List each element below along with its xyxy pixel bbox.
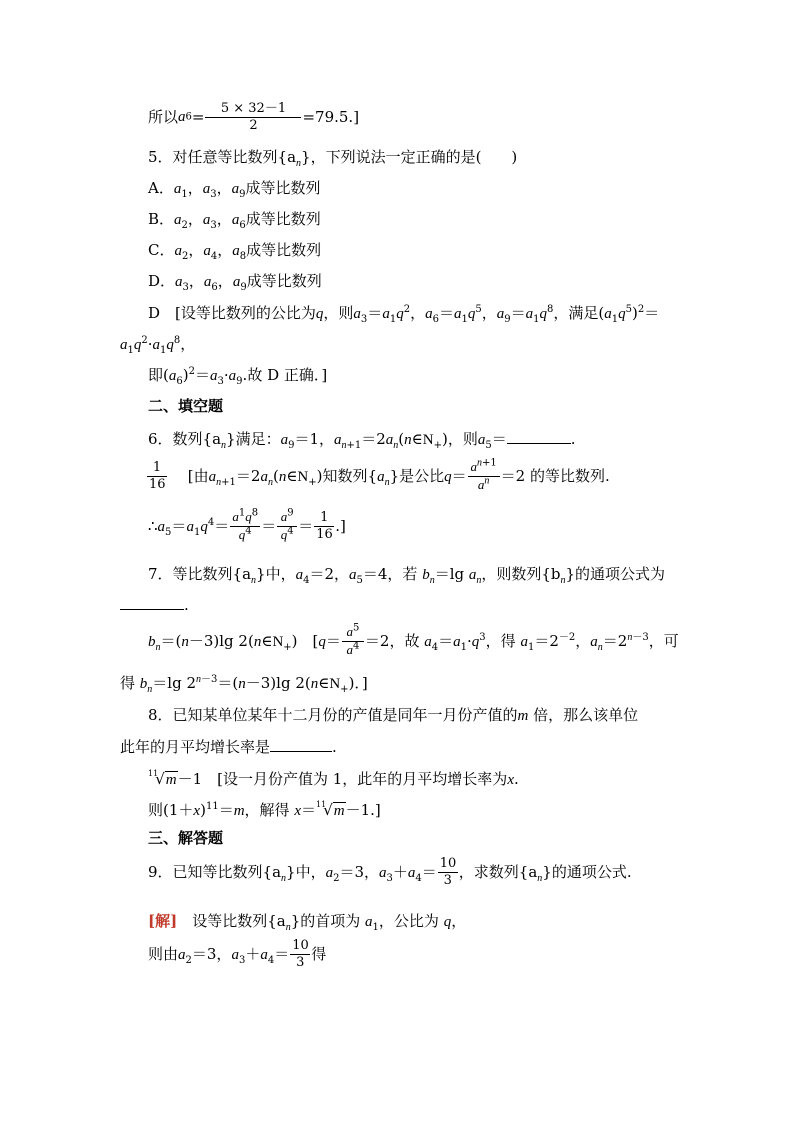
- q5-sol-mid: ，则: [323, 304, 354, 322]
- option-label: B．: [148, 210, 175, 228]
- q5-solution-line1: D [设等比数列的公比为q，则$a_3=a_1q^2$，$a_6=a_1q^5$，$a_9=a_1q^8$，满足$(a_1q^5)^2=$: [148, 304, 660, 325]
- q4-eq: =: [191, 108, 205, 126]
- q8-stem-line2: 此年的月平均增长率是 .: [120, 738, 337, 756]
- option-label: A．: [148, 179, 174, 197]
- q6-answer-den: 16: [149, 477, 166, 492]
- option-tail: 成等比数列: [246, 241, 322, 259]
- q5-stem-tail: }，下列说法一定正确的是( ): [301, 148, 518, 166]
- q4-fraction: [205, 101, 301, 134]
- q5-option-d: D．$a_3$，$a_6$，$a_9$成等比数列: [148, 272, 322, 293]
- q8-sol2-prefix: 则: [148, 801, 164, 819]
- q9-sol-line1-tail: ，公比为: [378, 912, 439, 930]
- q6-therefore: ∴: [148, 516, 158, 535]
- q6-stem-end: ，则: [447, 430, 478, 448]
- q8-sol2-mid: ，解得: [244, 801, 290, 819]
- q6-stem-prefix: 6．数列{a: [148, 430, 222, 448]
- q6-solution-line1: $\frac{1}{16}$ [由$a_{n+1}=2a_n(n\in N_+)$知数列$\{a_n\}$是公比q＝ $\frac{a^{n+1}}{a^n}$ ＝2 的等比数列.: [149, 457, 610, 492]
- q8-stem-line1-text: 8．已知某单位某年十二月份的产值是同年一月份产值的: [148, 706, 518, 724]
- q7-stem-line1: 7．等比数列$\{a_n\}$中，$a_4=2$，$a_5=4$，若 $b_n=\lg$ $a_n$，则数列$\{b_n\}$的通项公式为: [148, 565, 666, 586]
- q9-solution-line1: [解] 设等比数列$\{a_n\}$的首项为 $a_1$，公比为 q，: [148, 912, 467, 933]
- section-fill-heading: 二、填空题: [148, 397, 224, 415]
- q4-numerator: 5 × 32－1: [205, 101, 301, 118]
- q8-var-x: x: [507, 772, 514, 788]
- q5-sol3-prefix: 即: [148, 366, 164, 384]
- q6-sol-text2: 知数列{: [322, 466, 378, 485]
- q8-stem-line1-tail: 倍，那么该单位: [533, 706, 639, 724]
- q8-stem-line2-text: 此年的月平均增长率是: [120, 738, 271, 756]
- q6-stem-mid: }满足：: [226, 430, 281, 448]
- q5-sol-end: ，满足: [553, 304, 599, 322]
- option-label: C．: [148, 241, 175, 259]
- q4-prefix: 所以: [148, 108, 179, 126]
- q5-answer: D: [148, 304, 161, 322]
- q6-sol-text4: 的等比数列.: [529, 467, 610, 485]
- q5-stem: [148, 148, 518, 169]
- q7-stem-end: }的通项公式为: [565, 565, 666, 583]
- option-tail: 成等比数列: [246, 272, 322, 290]
- option-tail: 成等比数列: [245, 179, 321, 197]
- q5-stem-sub: n: [296, 158, 302, 169]
- q8-stem-line1: [148, 708, 638, 724]
- q9-jie-label: [解]: [148, 912, 178, 930]
- q4-lhs: a: [178, 109, 186, 125]
- section-solve-heading: 三、解答题: [148, 829, 224, 847]
- q5-option-c: C．$a_2$，$a_4$，$a_8$成等比数列: [148, 241, 322, 262]
- q4-lhs-sub: 6: [185, 111, 192, 123]
- q7-stem-tail: ，则数列{b: [481, 565, 561, 583]
- q6-ratio-fraction: $\frac{a^{n+1}}{a^n}$: [468, 459, 500, 494]
- q9-stem-prefix: 9．已知等比数列{a: [148, 862, 282, 881]
- q9-sol-line1-mid: }的首项为: [290, 912, 361, 930]
- q9-sol-line2-prefix: 则由: [148, 944, 179, 963]
- q6-sol-text3: }是公比: [389, 466, 445, 485]
- q4-conclusion-line: [148, 101, 359, 137]
- q7-stem-mid: }中，: [256, 565, 296, 583]
- q9-sol-line2-tail: 得: [311, 945, 327, 963]
- q5-option-a: A．$a_1$，$a_3$，$a_9$成等比数列: [148, 179, 321, 200]
- q5-stem-text: 5．对任意等比数列{a: [148, 148, 297, 166]
- q6-answer-fraction: [147, 460, 167, 493]
- option-tail: 成等比数列: [245, 210, 321, 228]
- q5-solution-line3: 即$(a_6)^2=a_3\cdot a_9$.故 D 正确．]: [148, 366, 328, 387]
- q9-stem-end: }的通项公式.: [542, 863, 632, 881]
- option-label: D．: [148, 272, 176, 290]
- q7-stem: 7．等比数列{a: [148, 565, 252, 583]
- q9-stem: 9．已知等比数列$\{a_n\}$中，$a_2=3$，$a_3+a_4=$ $\frac{10}{3}$ ，求数列$\{a_n\}$的通项公式.: [148, 856, 632, 888]
- q5-solution-line2: $a_1q^2\cdot a_1q^8$，: [120, 335, 196, 356]
- q7-sol-mid2: ，得: [485, 631, 516, 650]
- q9-stem-mid: }中，: [286, 862, 326, 881]
- q7-solution-line2: 得 $b_n=\lg$ $2^{n-3}=(n-3)\lg$ $2(n\in N_+)$．]: [120, 674, 368, 695]
- q8-var-m: m: [517, 708, 529, 724]
- q6-stem: 6．数列$\{a_n\}$满足：$a_9=1$，$a_{n+1}=2a_n(n\in N_+)$，则$a_5=$ .: [148, 430, 576, 451]
- q4-denominator: 2: [249, 118, 258, 133]
- q8-sol-text: [设一月份产值为 1，此年的月平均增长率为: [217, 770, 508, 788]
- q8-solution-line1: $^{11}$√m－1 [设一月份产值为 1，此年的月平均增长率为x.: [148, 769, 519, 788]
- q7-sol-mid1: ，故: [389, 631, 420, 650]
- q6-solution-line2: $\therefore a_5=a_1q^4=$ $\frac{a^1q^8}{q^4}$ ＝ $\frac{a^9}{q^4}$ ＝ $\frac{1}{16}$ .]: [148, 507, 346, 542]
- q4-result: =79.5.]: [302, 108, 360, 126]
- q5-sol3-tail: 故 D 正确．]: [247, 366, 328, 384]
- q9-solution-line2: 则由$a_2=3$，$a_3+a_4=$ $\frac{10}{3}$ 得: [148, 938, 327, 970]
- q7-stem-line2: .: [120, 597, 189, 613]
- q7-sol-mid3: ，可: [648, 631, 679, 650]
- q9-sol-line1: 设等比数列{a: [192, 912, 286, 930]
- q8-solution-line2: 则$(1+x)^{11}=m$，解得 x＝$^{11}$√m－1.]: [148, 800, 381, 819]
- q6-answer-num: 1: [147, 460, 167, 477]
- q5-option-b: B．$a_2$，$a_3$，$a_6$成等比数列: [148, 210, 321, 231]
- q6-sol-text1: [由: [187, 466, 209, 485]
- q9-stem-tail: ，求数列{a: [458, 863, 538, 881]
- q7-sol2-prefix: 得: [120, 674, 136, 692]
- q5-sol-text: [设等比数列的公比为: [175, 304, 316, 322]
- q7-solution-line1: $b_n=(n-3)\lg$ $2(n\in N_+)$ [q＝ $\frac{a^5}{a^4}$ ＝2，故 $a_4=a_1\cdot q^3$，得 $a_1=2^{-2}$，$a_n=2^{n-3}$，可: [148, 622, 679, 657]
